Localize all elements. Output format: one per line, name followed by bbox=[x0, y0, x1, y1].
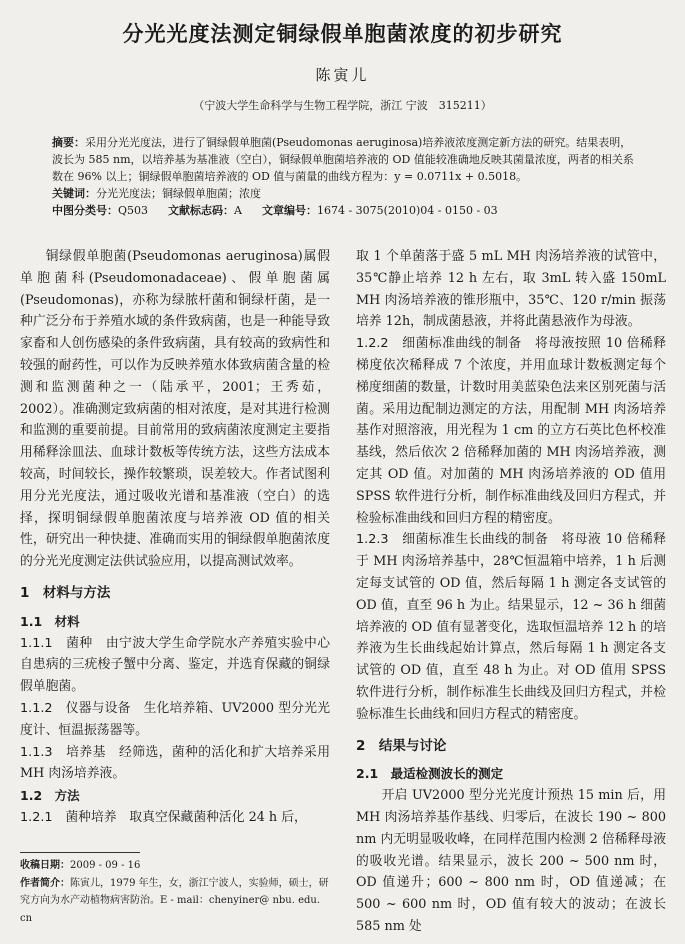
label-1-1-3: 1.1.3 培养基 bbox=[20, 744, 106, 760]
text-1-1-1: 由宁波大学生命学院水产养殖实验中心自患病的三疣梭子蟹中分离、鉴定，并选育保藏的铜绿假单胞菌。 bbox=[20, 635, 330, 695]
section-1-1-heading: 1.1 材料 bbox=[20, 613, 80, 629]
paragraph-1-2-3 bbox=[356, 529, 666, 725]
text-1-2-3: 将母液 10 倍稀释于 MH 肉汤培养基中，28℃恒温箱中培养，1 h 后测定每支试管的 OD 值，然后每隔 1 h 测定各支试管的 OD 值，直至 96 h 为止。结果显示，12 ~ 36 h 细菌培养液的 OD 值有显著变化，选取恒温培养 12 h 的培养液为生长曲线起始计算点，然后每隔 1 h 测定各支试管的 OD 值，直至 48 h 为止。对 OD 值用 SPSS 软件进行分析，制作标准生长曲线及回归方程式，并检验标准生长曲线和回归方程式的精密度。 bbox=[356, 532, 667, 722]
affiliation: （宁波大学生命科学与生物工程学院，浙江 宁波 315211） bbox=[193, 99, 492, 112]
received-date bbox=[20, 857, 335, 875]
text-1-2-2: 将母液按照 10 倍稀释梯度依次稀释成 7 个浓度，并用血球计数板测定每个梯度细菌的数量，计数时用美蓝染色法来区别死菌与活菌。采用边配制边测定的方法，用配制 MH 肉汤培养基作对照溶液，用光程为 1 cm 的立方石英比色杯校准基线，然后依次 2 倍稀释加菌的 MH 肉汤培养液，测定其 OD 值。对加菌的 MH 肉汤培养液的 OD 值用 SPSS 软件进行分析，制作标准曲线及回归方程式，并检验标准曲线和回归方程的精密度。 bbox=[356, 336, 666, 526]
paragraph-1-1-2 bbox=[20, 698, 330, 742]
label-1-1-2: 1.1.2 仪器与设备 bbox=[20, 700, 131, 716]
paper-title: 分光光度法测定铜绿假单胞菌浓度的初步研究 bbox=[122, 22, 563, 46]
received-value: 2009 - 09 - 16 bbox=[70, 860, 141, 871]
clc-value: Q503 bbox=[118, 204, 149, 217]
paragraph-1-2-2 bbox=[356, 333, 666, 529]
paragraph-1-2-1-continued: 取 1 个单菌落于盛 5 mL MH 肉汤培养液的试管中，35℃静止培养 12 h 左右，取 3mL 转入盛 150mL MH 肉汤培养液的锥形瓶中，35℃、120 r/min 振荡培养 12h，制成菌悬液，并将此菌悬液作为母液。 bbox=[356, 249, 666, 330]
text-1-1-2: 生化培养箱、UV2000 型分光光度计、恒温振荡器等。 bbox=[20, 700, 331, 738]
label-1-2-1: 1.2.1 菌种培养 bbox=[20, 809, 117, 825]
keywords-text: 分光光度法；铜绿假单胞菌；浓度 bbox=[96, 187, 261, 200]
paragraph-2-1: 开启 UV2000 型分光光度计预热 15 min 后，用 MH 肉汤培养基作基线、归零后，在波长 190 ~ 800 nm 内无明显吸收峰，在同样范围内检测 2 倍稀释母液的吸收光谱。结果显示，波长 200 ~ 500 nm 时，OD 值递升；600 ~ 800 nm 时，OD 值递减；在 500 ~ 600 nm 时，OD 值有较大的波动；在波长 585 nm 处 bbox=[356, 788, 666, 934]
keywords bbox=[52, 185, 638, 202]
paragraph-1-1-1 bbox=[20, 633, 330, 698]
abstract bbox=[52, 134, 638, 185]
section-1-2-heading: 1.2 方法 bbox=[20, 788, 80, 804]
section-2-heading: 2 结果与讨论 bbox=[356, 737, 447, 754]
keywords-label: 关键词： bbox=[52, 187, 96, 200]
section-1-heading: 1 材料与方法 bbox=[20, 584, 111, 601]
clc-label: 中图分类号： bbox=[52, 204, 118, 217]
clc-number bbox=[52, 202, 148, 219]
text-1-1-3: 经筛选，菌种的活化和扩大培养采用 MH 肉汤培养液。 bbox=[20, 744, 331, 782]
footnote-rule bbox=[20, 852, 140, 853]
bio-label: 作者简介： bbox=[20, 877, 70, 889]
label-1-2-3: 1.2.3 细菌标准生长曲线的制备 bbox=[356, 532, 549, 548]
left-column bbox=[20, 246, 330, 829]
footnote bbox=[20, 857, 335, 927]
classification-line bbox=[52, 202, 638, 219]
abstract-text: 采用分光光度法，进行了铜绿假单胞菌(Pseudomonas aeruginosa)培养液浓度测定新方法的研究。结果表明，波长为 585 nm，以培养基为基准液（空白），铜绿假单胞菌培养液的 OD 值能较准确地反映其菌量浓度，两者的相关系数在 96% 以上；铜绿假单胞菌培养液的 OD 值与菌量的曲线方程为：y = 0.0711x + 0.5018。 bbox=[52, 136, 634, 183]
abstract-label: 摘要： bbox=[52, 136, 85, 149]
doc-label: 文献标志码： bbox=[168, 204, 235, 217]
author-bio bbox=[20, 875, 335, 928]
label-1-2-2: 1.2.2 细菌标准曲线的制备 bbox=[356, 336, 522, 352]
abstract-block bbox=[52, 134, 638, 219]
paragraph-1-2-1 bbox=[20, 807, 330, 829]
right-column bbox=[356, 246, 666, 938]
doc-code bbox=[168, 202, 242, 219]
doc-value: A bbox=[234, 204, 242, 217]
text-1-2-1: 取真空保藏菌种活化 24 h 后， bbox=[116, 809, 307, 825]
intro-paragraph: 铜绿假单胞菌(Pseudomonas aeruginosa)属假单胞菌科(Pseudomonadaceae)、假单胞菌属(Pseudomonas)，亦称为绿脓杆菌和铜绿杆菌，是一种广泛分布于养殖水域的条件致病菌，也是一种能导致家畜和人创伤感染的条件致病菌，具有较高的致病性和较强的耐药性，可以作为反映养殖水体致病菌含量的检测和监测菌种之一（陆承平，2001；王秀茹，2002）。准确测定致病菌的相对浓度，是对其进行检测和监测的重要前提。目前常用的致病菌浓度测定主要指用稀释涂皿法、血球计数板等传统方法，这些方法成本较高，时间较长，操作较繁琐，误差较大。作者试图利用分光光度法，通过吸收光谱和基准液（空白）的选择，探明铜绿假单胞菌浓度与培养液 OD 值的相关性，研究出一种快捷、准确而实用的铜绿假单胞菌浓度的分光光度测定法供试验应用，以提高测试效率。 bbox=[20, 249, 330, 570]
article-label: 文章编号： bbox=[261, 204, 317, 217]
received-label: 收稿日期： bbox=[20, 860, 70, 871]
article-number bbox=[262, 202, 498, 219]
bio-text: 陈寅儿，1979 年生，女，浙江宁波人，实验师，硕士，研究方向为水产动植物病害防治。E - mail：chenyiner@ nbu. edu. cn bbox=[20, 877, 329, 924]
article-value: 1674 - 3075(2010)04 - 0150 - 03 bbox=[316, 204, 498, 217]
label-1-1-1: 1.1.1 菌种 bbox=[20, 635, 93, 651]
paragraph-1-1-3 bbox=[20, 742, 330, 786]
author-name: 陈寅儿 bbox=[315, 66, 370, 84]
section-2-1-heading: 2.1 最适检测波长的测定 bbox=[356, 766, 504, 782]
